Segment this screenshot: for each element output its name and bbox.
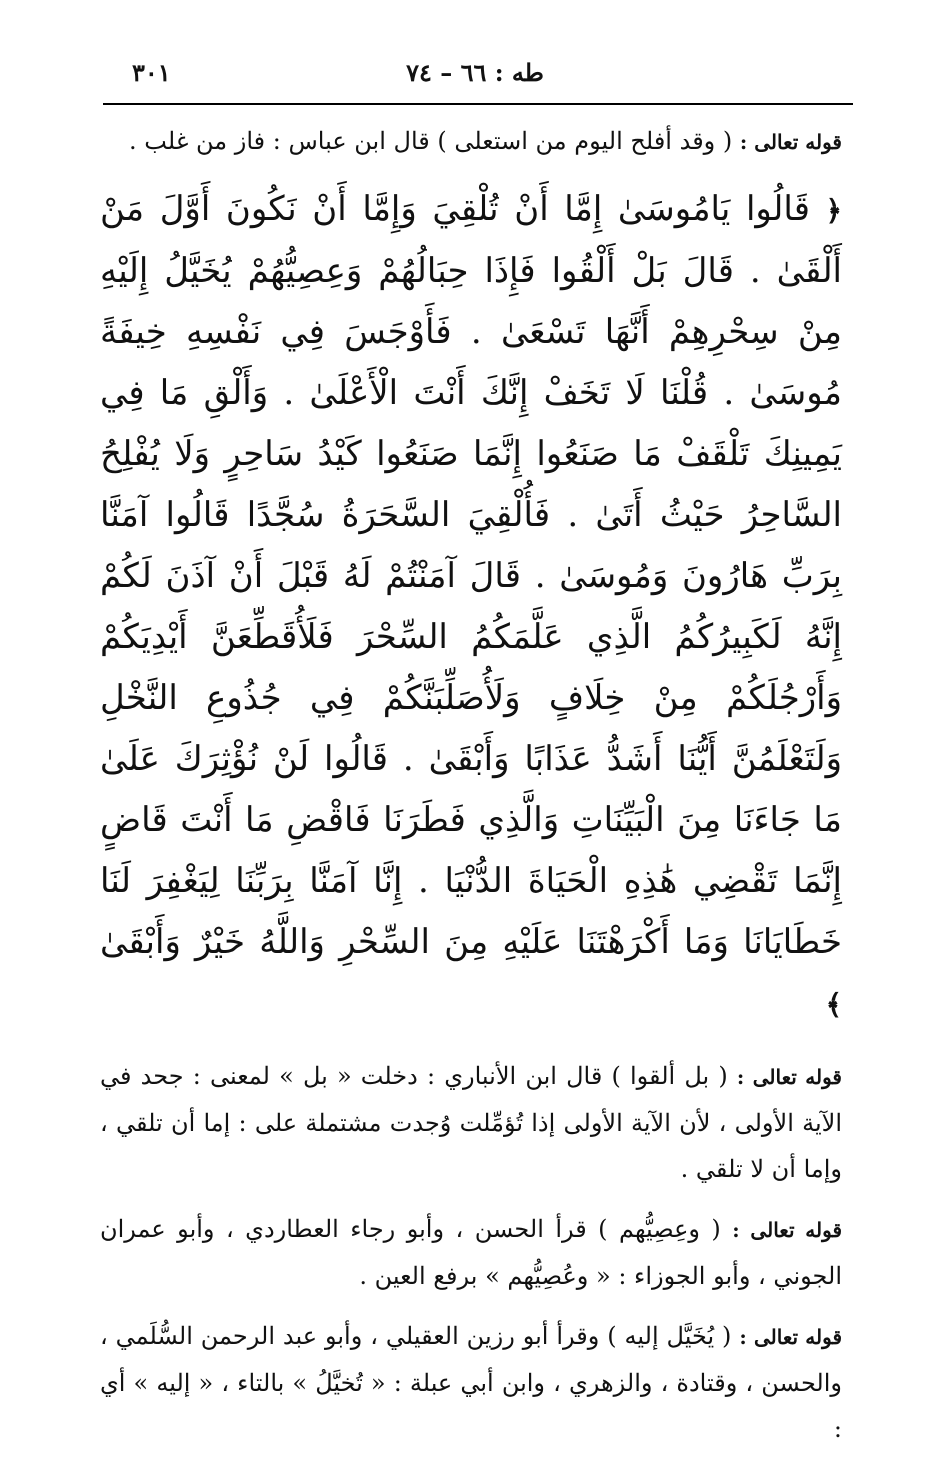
note-paragraph	[100, 1053, 842, 1192]
note-paragraph	[100, 1206, 842, 1299]
quran-open-bracket: ﴿	[825, 194, 842, 227]
page-body	[100, 118, 842, 1466]
note-paragraph	[100, 1313, 842, 1452]
page-header	[100, 58, 850, 94]
intro-text: ( وقد أفلح اليوم من استعلى ) قال ابن عباس : فاز من غلب .	[129, 127, 733, 155]
page-number: ٣٠١	[132, 58, 171, 87]
header-rule	[103, 103, 853, 105]
intro-paragraph	[100, 118, 842, 165]
note-text: ( بل ألقوا ) قال ابن الأنباري : دخلت « بل » لمعنى : جحد في الآية الأولى ، لأن الآية الأولى إذا تُؤمِّلت وُجدت مشتملة على : إما أن تلقي ، وإما أن لا تلقي .	[100, 1062, 842, 1183]
note-label: قوله تعالى :	[732, 1218, 843, 1242]
quran-close-bracket: ﴾	[825, 988, 842, 1021]
note-text: ( وعِصِيُّهم ) قرأ الحسن ، وأبو رجاء العطاردي ، وأبو عمران الجوني ، وأبو الجوزاء : « وعُصِيُّهم » برفع العين .	[100, 1215, 842, 1290]
quran-passage	[100, 179, 842, 1035]
note-label: قوله تعالى :	[736, 1065, 842, 1089]
quran-text: قَالُوا يَامُوسَىٰ إِمَّا أَنْ تُلْقِيَ وَإِمَّا أَنْ نَكُونَ أَوَّلَ مَنْ أَلْقَىٰ . قَالَ بَلْ أَلْقُوا فَإِذَا حِبَالُهُمْ وَعِصِيُّهُمْ يُخَيَّلُ إِلَيْهِ مِنْ سِحْرِهِمْ أَنَّهَا تَسْعَىٰ . فَأَوْجَسَ فِي نَفْسِهِ خِيفَةً مُوسَىٰ . قُلْنَا لَا تَخَفْ إِنَّكَ أَنْتَ الْأَعْلَىٰ . وَأَلْقِ مَا فِي يَمِينِكَ تَلْقَفْ مَا صَنَعُوا إِنَّمَا صَنَعُوا كَيْدُ سَاحِرٍ وَلَا يُفْلِحُ السَّاحِرُ حَيْثُ أَتَىٰ . فَأُلْقِيَ السَّحَرَةُ سُجَّدًا قَالُوا آمَنَّا بِرَبِّ هَارُونَ وَمُوسَىٰ . قَالَ آمَنْتُمْ لَهُ قَبْلَ أَنْ آذَنَ لَكُمْ إِنَّهُ لَكَبِيرُكُمُ الَّذِي عَلَّمَكُمُ السِّحْرَ فَلَأُقَطِّعَنَّ أَيْدِيَكُمْ وَأَرْجُلَكُمْ مِنْ خِلَافٍ وَلَأُصَلِّبَنَّكُمْ فِي جُذُوعِ النَّخْلِ وَلَتَعْلَمُنَّ أَيُّنَا أَشَدُّ عَذَابًا وَأَبْقَىٰ . قَالُوا لَنْ نُؤْثِرَكَ عَلَىٰ مَا جَاءَنَا مِنَ الْبَيِّنَاتِ وَالَّذِي فَطَرَنَا فَاقْضِ مَا أَنْتَ قَاضٍ إِنَّمَا تَقْضِي هَٰذِهِ الْحَيَاةَ الدُّنْيَا . إِنَّا آمَنَّا بِرَبِّنَا لِيَغْفِرَ لَنَا خَطَايَانَا وَمَا أَكْرَهْتَنَا عَلَيْهِ مِنَ السِّحْرِ وَاللَّهُ خَيْرٌ وَأَبْقَىٰ	[100, 189, 842, 962]
sura-reference: طه : ٦٦ – ٧٤	[406, 58, 544, 87]
note-label: قوله تعالى :	[739, 1325, 842, 1349]
note-text: ( يُخَيَّل إليه ) وقرأ أبو رزين العقيلي ، وأبو عبد الرحمن السُّلَمي ، والحسن ، وقتادة ، والزهري ، وابن أبي عبلة : « تُخيَّلُ » بالتاء ، « إليه » أي :	[100, 1322, 842, 1443]
intro-label: قوله تعالى :	[739, 130, 842, 154]
